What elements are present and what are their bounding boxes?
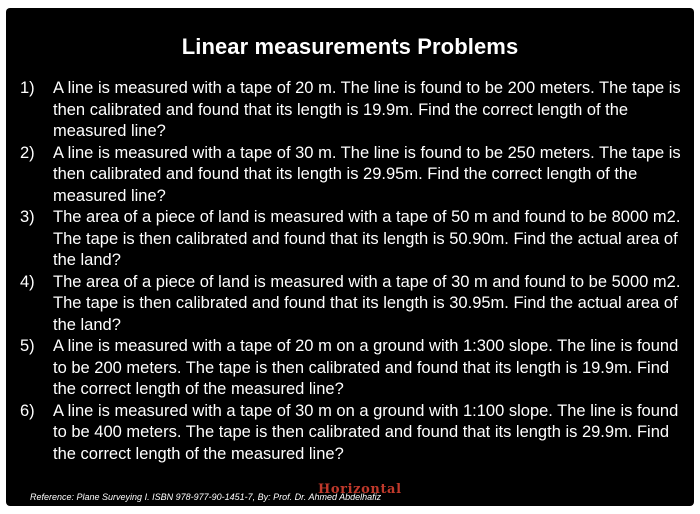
problem-item <box>20 143 686 208</box>
problem-text: A line is measured with a tape of 20 m. The line is found to be 200 meters. The tape is then calibrated and found that its length is 19.9m. Find the correct length of the measured line? <box>53 79 681 140</box>
problem-text: The area of a piece of land is measured with a tape of 50 m and found to be 8000 m2. The tape is then calibrated and found that its length is 50.90m. Find the actual area of the land? <box>53 208 681 269</box>
problem-number: 4) <box>20 272 35 291</box>
problem-text: A line is measured with a tape of 30 m. The line is found to be 250 meters. The tape is then calibrated and found that its length is 29.95m. Find the correct length of the measured line? <box>53 143 681 205</box>
problem-number: 1) <box>20 79 35 97</box>
problem-number: 3) <box>20 208 35 226</box>
slide <box>6 8 694 506</box>
problem-item <box>20 336 686 401</box>
watermark-logo: Horizontal <box>318 482 402 497</box>
page-title: Linear measurements Problems <box>181 34 519 59</box>
reference-note: Reference: Plane Surveying I. ISBN 978-977-90-1451-7, By: Prof. Dr. Ahmed Abdelhafiz <box>30 492 382 502</box>
problem-list <box>20 78 686 465</box>
problem-text: The area of a piece of land is measured with a tape of 30 m and found to be 5000 m2. The tape is then calibrated and found that its length is 30.95m. Find the actual area of the land? <box>53 272 681 334</box>
problem-item <box>20 78 686 143</box>
problem-item <box>20 272 686 337</box>
problem-item <box>20 207 686 272</box>
problem-item <box>20 401 686 466</box>
problem-number: 2) <box>20 143 35 162</box>
problem-number: 6) <box>20 401 35 420</box>
problem-text: A line is measured with a tape of 30 m on a ground with 1:100 slope. The line is found to be 400 meters. The tape is then calibrated and found that its length is 29.9m. Find the correct length of the measured line? <box>53 401 679 463</box>
problem-number: 5) <box>20 337 35 355</box>
problem-text: A line is measured with a tape of 20 m on a ground with 1:300 slope. The line is found to be 200 meters. The tape is then calibrated and found that its length is 19.9m. Find the correct length of the measured line? <box>53 337 679 398</box>
